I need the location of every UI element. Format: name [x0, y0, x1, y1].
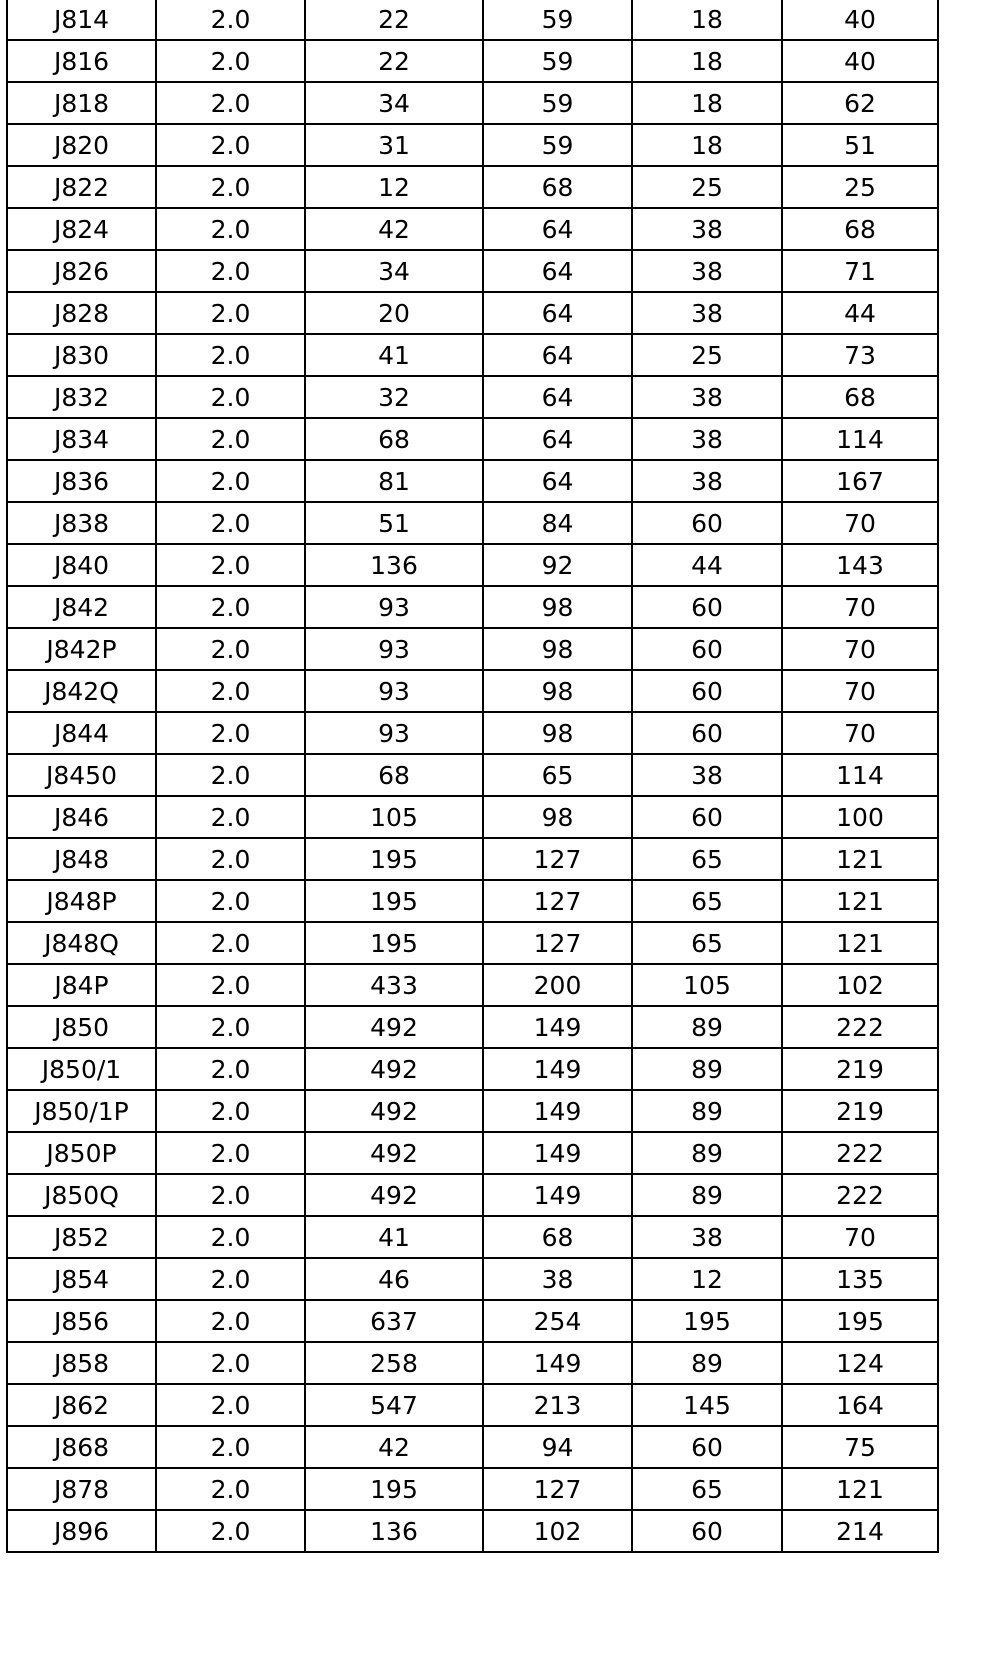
version-cell: 2.0	[156, 586, 305, 628]
value-cell-1: 492	[305, 1132, 483, 1174]
value-cell-2: 127	[483, 838, 632, 880]
value-cell-4: 219	[782, 1048, 938, 1090]
data-table-container	[6, 0, 937, 1553]
value-cell-2: 149	[483, 1342, 632, 1384]
value-cell-2: 127	[483, 922, 632, 964]
table-row	[7, 964, 938, 1006]
value-cell-4: 121	[782, 880, 938, 922]
value-cell-3: 38	[632, 208, 782, 250]
value-cell-4: 100	[782, 796, 938, 838]
value-cell-3: 60	[632, 586, 782, 628]
value-cell-4: 121	[782, 922, 938, 964]
value-cell-4: 70	[782, 586, 938, 628]
value-cell-3: 105	[632, 964, 782, 1006]
value-cell-2: 213	[483, 1384, 632, 1426]
version-cell: 2.0	[156, 1384, 305, 1426]
part-number-cell: J818	[7, 82, 156, 124]
value-cell-4: 73	[782, 334, 938, 376]
value-cell-1: 34	[305, 82, 483, 124]
part-number-cell: J842Q	[7, 670, 156, 712]
value-cell-1: 492	[305, 1090, 483, 1132]
value-cell-2: 64	[483, 208, 632, 250]
version-cell: 2.0	[156, 166, 305, 208]
value-cell-2: 149	[483, 1132, 632, 1174]
version-cell: 2.0	[156, 1048, 305, 1090]
version-cell: 2.0	[156, 670, 305, 712]
value-cell-1: 136	[305, 544, 483, 586]
version-cell: 2.0	[156, 1090, 305, 1132]
table-row	[7, 334, 938, 376]
version-cell: 2.0	[156, 838, 305, 880]
value-cell-4: 71	[782, 250, 938, 292]
value-cell-1: 42	[305, 208, 483, 250]
value-cell-2: 98	[483, 586, 632, 628]
part-number-cell: J830	[7, 334, 156, 376]
value-cell-4: 62	[782, 82, 938, 124]
value-cell-1: 93	[305, 628, 483, 670]
value-cell-1: 41	[305, 1216, 483, 1258]
value-cell-1: 32	[305, 376, 483, 418]
table-row	[7, 250, 938, 292]
table-row	[7, 1048, 938, 1090]
version-cell: 2.0	[156, 1216, 305, 1258]
value-cell-3: 89	[632, 1006, 782, 1048]
value-cell-3: 89	[632, 1048, 782, 1090]
part-number-cell: J850/1	[7, 1048, 156, 1090]
part-number-cell: J820	[7, 124, 156, 166]
value-cell-4: 70	[782, 670, 938, 712]
value-cell-3: 145	[632, 1384, 782, 1426]
value-cell-3: 60	[632, 628, 782, 670]
value-cell-1: 42	[305, 1426, 483, 1468]
table-row	[7, 628, 938, 670]
part-number-cell: J848	[7, 838, 156, 880]
value-cell-4: 214	[782, 1510, 938, 1552]
value-cell-2: 64	[483, 460, 632, 502]
value-cell-1: 105	[305, 796, 483, 838]
value-cell-2: 254	[483, 1300, 632, 1342]
value-cell-2: 64	[483, 334, 632, 376]
value-cell-1: 51	[305, 502, 483, 544]
value-cell-3: 18	[632, 124, 782, 166]
table-row	[7, 670, 938, 712]
table-row	[7, 124, 938, 166]
part-number-cell: J896	[7, 1510, 156, 1552]
value-cell-3: 25	[632, 166, 782, 208]
value-cell-4: 222	[782, 1174, 938, 1216]
version-cell: 2.0	[156, 460, 305, 502]
version-cell: 2.0	[156, 922, 305, 964]
data-table	[6, 0, 939, 1553]
table-row	[7, 208, 938, 250]
value-cell-3: 89	[632, 1090, 782, 1132]
value-cell-3: 38	[632, 376, 782, 418]
value-cell-4: 51	[782, 124, 938, 166]
value-cell-3: 38	[632, 418, 782, 460]
value-cell-1: 34	[305, 250, 483, 292]
value-cell-1: 81	[305, 460, 483, 502]
value-cell-1: 68	[305, 754, 483, 796]
value-cell-3: 60	[632, 670, 782, 712]
part-number-cell: J856	[7, 1300, 156, 1342]
value-cell-2: 65	[483, 754, 632, 796]
part-number-cell: J878	[7, 1468, 156, 1510]
table-row	[7, 292, 938, 334]
version-cell: 2.0	[156, 1468, 305, 1510]
value-cell-3: 18	[632, 0, 782, 40]
version-cell: 2.0	[156, 1426, 305, 1468]
value-cell-2: 98	[483, 670, 632, 712]
table-body	[7, 0, 938, 1552]
part-number-cell: J84P	[7, 964, 156, 1006]
value-cell-3: 195	[632, 1300, 782, 1342]
value-cell-4: 195	[782, 1300, 938, 1342]
value-cell-4: 121	[782, 1468, 938, 1510]
part-number-cell: J822	[7, 166, 156, 208]
value-cell-4: 75	[782, 1426, 938, 1468]
part-number-cell: J826	[7, 250, 156, 292]
value-cell-4: 222	[782, 1006, 938, 1048]
table-row	[7, 502, 938, 544]
version-cell: 2.0	[156, 124, 305, 166]
value-cell-4: 68	[782, 208, 938, 250]
version-cell: 2.0	[156, 208, 305, 250]
table-row	[7, 1510, 938, 1552]
version-cell: 2.0	[156, 334, 305, 376]
value-cell-2: 64	[483, 250, 632, 292]
value-cell-3: 89	[632, 1132, 782, 1174]
value-cell-4: 25	[782, 166, 938, 208]
value-cell-1: 31	[305, 124, 483, 166]
version-cell: 2.0	[156, 1300, 305, 1342]
value-cell-2: 64	[483, 418, 632, 460]
value-cell-1: 195	[305, 1468, 483, 1510]
version-cell: 2.0	[156, 1510, 305, 1552]
version-cell: 2.0	[156, 964, 305, 1006]
value-cell-4: 70	[782, 712, 938, 754]
version-cell: 2.0	[156, 628, 305, 670]
table-row	[7, 1384, 938, 1426]
value-cell-2: 64	[483, 292, 632, 334]
value-cell-2: 127	[483, 1468, 632, 1510]
value-cell-2: 149	[483, 1090, 632, 1132]
value-cell-3: 38	[632, 1216, 782, 1258]
value-cell-1: 93	[305, 586, 483, 628]
version-cell: 2.0	[156, 754, 305, 796]
value-cell-4: 70	[782, 628, 938, 670]
table-row	[7, 544, 938, 586]
value-cell-4: 222	[782, 1132, 938, 1174]
part-number-cell: J848P	[7, 880, 156, 922]
value-cell-1: 195	[305, 838, 483, 880]
table-row	[7, 880, 938, 922]
version-cell: 2.0	[156, 250, 305, 292]
part-number-cell: J850/1P	[7, 1090, 156, 1132]
part-number-cell: J848Q	[7, 922, 156, 964]
table-row	[7, 754, 938, 796]
value-cell-4: 135	[782, 1258, 938, 1300]
value-cell-3: 38	[632, 754, 782, 796]
version-cell: 2.0	[156, 292, 305, 334]
table-row	[7, 0, 938, 40]
value-cell-3: 60	[632, 502, 782, 544]
table-row	[7, 1006, 938, 1048]
table-row	[7, 40, 938, 82]
value-cell-2: 149	[483, 1006, 632, 1048]
value-cell-4: 40	[782, 0, 938, 40]
value-cell-1: 492	[305, 1048, 483, 1090]
value-cell-1: 93	[305, 712, 483, 754]
version-cell: 2.0	[156, 376, 305, 418]
value-cell-2: 149	[483, 1048, 632, 1090]
value-cell-3: 89	[632, 1342, 782, 1384]
value-cell-2: 59	[483, 124, 632, 166]
value-cell-1: 433	[305, 964, 483, 1006]
version-cell: 2.0	[156, 796, 305, 838]
value-cell-4: 102	[782, 964, 938, 1006]
value-cell-1: 68	[305, 418, 483, 460]
table-row	[7, 796, 938, 838]
value-cell-2: 98	[483, 712, 632, 754]
version-cell: 2.0	[156, 0, 305, 40]
value-cell-3: 60	[632, 712, 782, 754]
value-cell-4: 68	[782, 376, 938, 418]
value-cell-2: 127	[483, 880, 632, 922]
value-cell-2: 64	[483, 376, 632, 418]
part-number-cell: J850	[7, 1006, 156, 1048]
value-cell-3: 65	[632, 838, 782, 880]
value-cell-1: 547	[305, 1384, 483, 1426]
part-number-cell: J836	[7, 460, 156, 502]
value-cell-2: 68	[483, 1216, 632, 1258]
value-cell-2: 102	[483, 1510, 632, 1552]
part-number-cell: J862	[7, 1384, 156, 1426]
version-cell: 2.0	[156, 1174, 305, 1216]
table-row	[7, 1342, 938, 1384]
table-row	[7, 1132, 938, 1174]
value-cell-3: 65	[632, 1468, 782, 1510]
version-cell: 2.0	[156, 1258, 305, 1300]
part-number-cell: J840	[7, 544, 156, 586]
value-cell-3: 18	[632, 82, 782, 124]
value-cell-1: 136	[305, 1510, 483, 1552]
value-cell-4: 121	[782, 838, 938, 880]
value-cell-4: 70	[782, 502, 938, 544]
value-cell-4: 164	[782, 1384, 938, 1426]
value-cell-3: 18	[632, 40, 782, 82]
value-cell-3: 65	[632, 880, 782, 922]
value-cell-4: 167	[782, 460, 938, 502]
part-number-cell: J838	[7, 502, 156, 544]
version-cell: 2.0	[156, 712, 305, 754]
value-cell-2: 98	[483, 796, 632, 838]
value-cell-3: 65	[632, 922, 782, 964]
part-number-cell: J868	[7, 1426, 156, 1468]
value-cell-3: 60	[632, 796, 782, 838]
value-cell-1: 22	[305, 40, 483, 82]
table-row	[7, 1174, 938, 1216]
part-number-cell: J842P	[7, 628, 156, 670]
version-cell: 2.0	[156, 502, 305, 544]
value-cell-1: 22	[305, 0, 483, 40]
table-row	[7, 82, 938, 124]
value-cell-1: 258	[305, 1342, 483, 1384]
part-number-cell: J824	[7, 208, 156, 250]
value-cell-1: 637	[305, 1300, 483, 1342]
value-cell-3: 12	[632, 1258, 782, 1300]
value-cell-2: 200	[483, 964, 632, 1006]
value-cell-1: 492	[305, 1006, 483, 1048]
part-number-cell: J850Q	[7, 1174, 156, 1216]
value-cell-3: 89	[632, 1174, 782, 1216]
table-row	[7, 1216, 938, 1258]
value-cell-1: 195	[305, 922, 483, 964]
value-cell-3: 60	[632, 1426, 782, 1468]
part-number-cell: J846	[7, 796, 156, 838]
table-row	[7, 586, 938, 628]
value-cell-1: 20	[305, 292, 483, 334]
part-number-cell: J828	[7, 292, 156, 334]
part-number-cell: J850P	[7, 1132, 156, 1174]
version-cell: 2.0	[156, 544, 305, 586]
part-number-cell: J814	[7, 0, 156, 40]
value-cell-4: 40	[782, 40, 938, 82]
table-row	[7, 1468, 938, 1510]
version-cell: 2.0	[156, 1132, 305, 1174]
part-number-cell: J852	[7, 1216, 156, 1258]
table-row	[7, 166, 938, 208]
version-cell: 2.0	[156, 1006, 305, 1048]
value-cell-2: 68	[483, 166, 632, 208]
value-cell-3: 44	[632, 544, 782, 586]
value-cell-1: 492	[305, 1174, 483, 1216]
part-number-cell: J844	[7, 712, 156, 754]
value-cell-3: 38	[632, 292, 782, 334]
value-cell-3: 38	[632, 250, 782, 292]
table-row	[7, 838, 938, 880]
table-row	[7, 1258, 938, 1300]
table-row	[7, 1426, 938, 1468]
value-cell-2: 59	[483, 82, 632, 124]
part-number-cell: J858	[7, 1342, 156, 1384]
value-cell-4: 70	[782, 1216, 938, 1258]
version-cell: 2.0	[156, 82, 305, 124]
value-cell-4: 124	[782, 1342, 938, 1384]
value-cell-2: 84	[483, 502, 632, 544]
table-row	[7, 418, 938, 460]
value-cell-2: 98	[483, 628, 632, 670]
value-cell-1: 12	[305, 166, 483, 208]
value-cell-4: 219	[782, 1090, 938, 1132]
value-cell-1: 41	[305, 334, 483, 376]
part-number-cell: J854	[7, 1258, 156, 1300]
table-row	[7, 1090, 938, 1132]
version-cell: 2.0	[156, 418, 305, 460]
value-cell-4: 114	[782, 754, 938, 796]
value-cell-4: 143	[782, 544, 938, 586]
part-number-cell: J8450	[7, 754, 156, 796]
table-row	[7, 1300, 938, 1342]
value-cell-1: 93	[305, 670, 483, 712]
table-row	[7, 712, 938, 754]
table-row	[7, 922, 938, 964]
part-number-cell: J842	[7, 586, 156, 628]
part-number-cell: J832	[7, 376, 156, 418]
table-row	[7, 460, 938, 502]
part-number-cell: J834	[7, 418, 156, 460]
version-cell: 2.0	[156, 40, 305, 82]
value-cell-1: 46	[305, 1258, 483, 1300]
value-cell-4: 44	[782, 292, 938, 334]
value-cell-3: 60	[632, 1510, 782, 1552]
value-cell-2: 149	[483, 1174, 632, 1216]
value-cell-2: 59	[483, 40, 632, 82]
value-cell-2: 59	[483, 0, 632, 40]
value-cell-2: 38	[483, 1258, 632, 1300]
value-cell-2: 92	[483, 544, 632, 586]
value-cell-3: 38	[632, 460, 782, 502]
value-cell-4: 114	[782, 418, 938, 460]
version-cell: 2.0	[156, 1342, 305, 1384]
value-cell-2: 94	[483, 1426, 632, 1468]
version-cell: 2.0	[156, 880, 305, 922]
part-number-cell: J816	[7, 40, 156, 82]
value-cell-3: 25	[632, 334, 782, 376]
table-row	[7, 376, 938, 418]
value-cell-1: 195	[305, 880, 483, 922]
